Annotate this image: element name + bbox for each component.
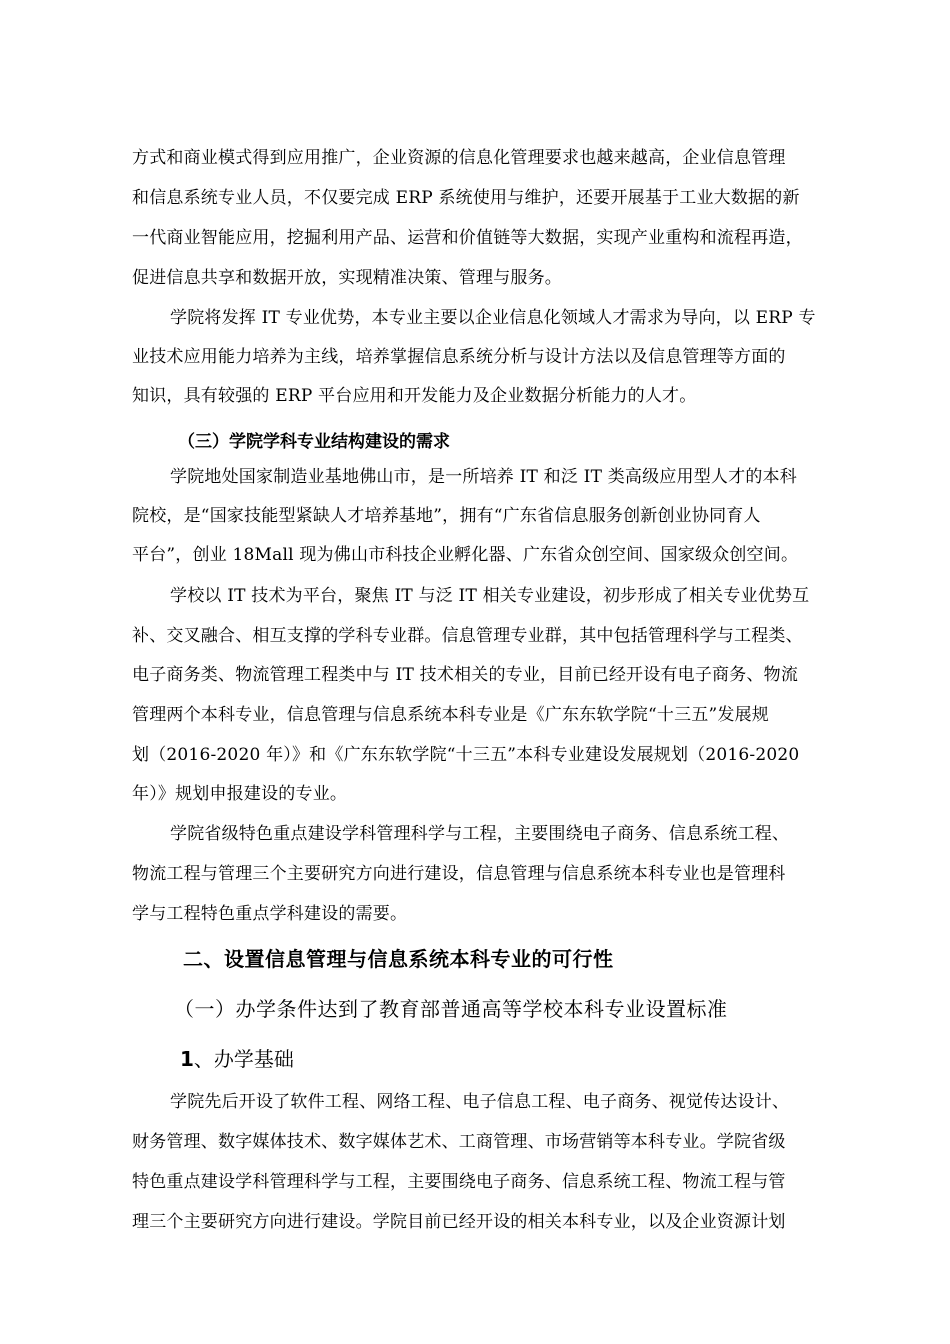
paragraph-line: 学院先后开设了软件工程、网络工程、电子信息工程、电子商务、视觉传达设计、 [170, 1092, 790, 1112]
paragraph-line: 院校，是“国家技能型紧缺人才培养基地”，拥有“广东省信息服务创新创业协同育人 [132, 506, 761, 526]
paragraph-line: 知识，具有较强的 ERP 平台应用和开发能力及企业数据分析能力的人才。 [132, 386, 697, 406]
paragraph-line: 年）》规划申报建设的专业。 [132, 784, 348, 804]
paragraph-line: 划（2016-2020 年）》和《广东东软学院“十三五”本科专业建设发展规划（2016-2020 [132, 745, 800, 765]
paragraph-line: 理三个主要研究方向进行建设。学院目前已经开设的相关本科专业，以及企业资源计划 [132, 1212, 786, 1232]
paragraph-line: 学院将发挥 IT 专业优势，本专业主要以企业信息化领域人才需求为导向，以 ERP 专 [170, 308, 816, 328]
paragraph-line: 平台”，创业 18Mall 现为佛山市科技企业孵化器、广东省众创空间、国家级众创空间。 [132, 545, 799, 565]
paragraph-line: 电子商务类、物流管理工程类中与 IT 技术相关的专业，目前已经开设有电子商务、物流 [132, 665, 799, 685]
paragraph-line: 学院省级特色重点建设学科管理科学与工程，主要围绕电子商务、信息系统工程、 [170, 824, 790, 844]
paragraph-line: 学院地处国家制造业基地佛山市，是一所培养 IT 和泛 IT 类高级应用型人才的本科 [170, 467, 797, 487]
heading-number: 1 [180, 1047, 194, 1071]
subsection-heading: （一）办学条件达到了教育部普通高等学校本科专业设置标准 [174, 997, 728, 1021]
paragraph-line: 和信息系统专业人员，不仅要完成 ERP 系统使用与维护，还要开展基于工业大数据的新 [132, 188, 800, 208]
paragraph-line: 学与工程特色重点学科建设的需要。 [132, 904, 408, 924]
paragraph-line: 方式和商业模式得到应用推广，企业资源的信息化管理要求也越来越高，企业信息管理 [132, 148, 786, 168]
paragraph-line: 物流工程与管理三个主要研究方向进行建设，信息管理与信息系统本科专业也是管理科 [132, 864, 786, 884]
sub-subsection-heading [180, 1043, 294, 1072]
paragraph-line: 管理两个本科专业，信息管理与信息系统本科专业是《广东东软学院“十三五”发展规 [132, 705, 769, 725]
paragraph-line: 促进信息共享和数据开放，实现精准决策、管理与服务。 [132, 268, 562, 288]
paragraph-line: 学校以 IT 技术为平台，聚焦 IT 与泛 IT 相关专业建设，初步形成了相关专业优势互 [170, 586, 810, 606]
paragraph-line: 一代商业智能应用，挖掘利用产品、运营和价值链等大数据，实现产业重构和流程再造， [132, 228, 803, 248]
section-heading: （三）学院学科专业结构建设的需求 [178, 432, 450, 452]
paragraph-line: 特色重点建设学科管理科学与工程，主要围绕电子商务、信息系统工程、物流工程与管 [132, 1172, 786, 1192]
paragraph-line: 业技术应用能力培养为主线，培养掌握信息系统分析与设计方法以及信息管理等方面的 [132, 347, 786, 367]
heading-text: 、办学基础 [193, 1047, 294, 1071]
chapter-heading: 二、设置信息管理与信息系统本科专业的可行性 [183, 947, 614, 971]
paragraph-line: 财务管理、数字媒体技术、数字媒体艺术、工商管理、市场营销等本科专业。学院省级 [132, 1132, 786, 1152]
paragraph-line: 补、交叉融合、相互支撑的学科专业群。信息管理专业群，其中包括管理科学与工程类、 [132, 626, 803, 646]
